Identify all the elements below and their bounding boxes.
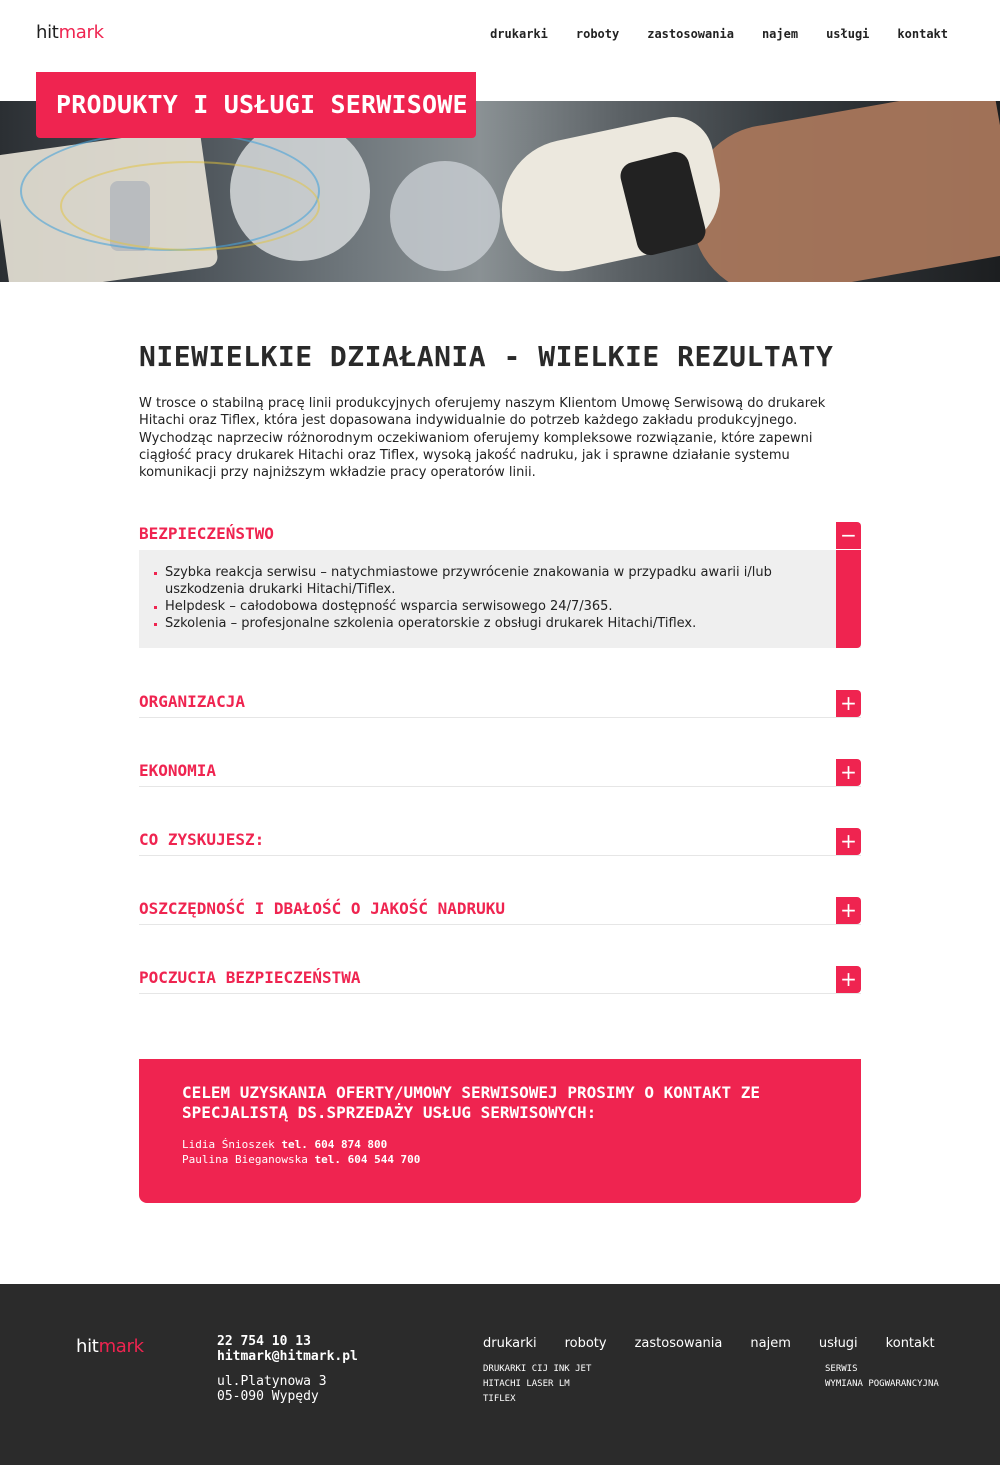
nav-roboty[interactable]: roboty <box>575 27 620 41</box>
minus-icon[interactable]: − <box>836 522 861 549</box>
accordion-title: CO ZYSKUJESZ: <box>139 830 265 849</box>
footer-address-line: ul.Platynowa 3 <box>217 1374 327 1389</box>
plus-icon[interactable]: + <box>836 690 861 717</box>
accordion-header[interactable] <box>139 522 861 550</box>
accordion-header[interactable] <box>139 759 861 787</box>
hero-title-badge: PRODUKTY I USŁUGI SERWISOWE <box>36 72 476 138</box>
accordion-title: ORGANIZACJA <box>139 692 245 711</box>
site-footer <box>0 1284 1000 1465</box>
accordion-title: EKONOMIA <box>139 761 217 780</box>
page-title: NIEWIELKIE DZIAŁANIA - WIELKIE REZULTATY <box>139 340 834 373</box>
footer-nav-uslugi[interactable]: usługi <box>818 1336 858 1351</box>
contact-person <box>182 1137 818 1152</box>
contact-list <box>182 1137 818 1167</box>
accordion-item-poczucia-bezpieczenstwa <box>139 966 861 994</box>
footer-address <box>217 1374 358 1404</box>
main-nav <box>490 27 948 41</box>
contact-name: Lidia Śnioszek <box>182 1138 275 1151</box>
accordion-item-organizacja <box>139 690 861 718</box>
accordion-header[interactable] <box>139 966 861 994</box>
plus-icon[interactable]: + <box>836 759 861 786</box>
accordion-item-oszczednosc <box>139 897 861 925</box>
footer-sublink[interactable]: HITACHI LASER LM <box>483 1379 570 1389</box>
accordion-header[interactable] <box>139 690 861 718</box>
accordion-header[interactable] <box>139 828 861 856</box>
plus-icon[interactable]: + <box>836 966 861 993</box>
footer-services-links <box>825 1362 939 1392</box>
contact-person <box>182 1152 818 1167</box>
nav-kontakt[interactable]: kontakt <box>897 27 948 41</box>
footer-sublink[interactable]: TIFLEX <box>483 1394 516 1404</box>
accordion-panel <box>139 550 861 648</box>
hero-shape <box>678 101 1000 282</box>
footer-nav-kontakt[interactable]: kontakt <box>885 1336 935 1351</box>
site-logo[interactable]: hitmark <box>36 22 104 43</box>
footer-phone[interactable]: 22 754 10 13 <box>217 1334 311 1349</box>
hero-shape <box>390 161 500 271</box>
footer-nav <box>483 1336 935 1351</box>
list-item: Szkolenia – profesjonalne szkolenia operatorskie z obsługi drukarek Hitachi/Tiflex. <box>165 615 811 632</box>
contact-title: CELEM UZYSKANIA OFERTY/UMOWY SERWISOWEJ PROSIMY O KONTAKT ZE SPECJALISTĄ DS.SPRZEDAŻY USŁUG SERWISOWYCH: <box>182 1083 760 1122</box>
hero-shape <box>60 161 320 251</box>
plus-icon[interactable]: + <box>836 897 861 924</box>
feature-list <box>165 564 811 632</box>
accordion-title: POCZUCIA BEZPIECZEŃSTWA <box>139 968 361 987</box>
list-item: Szybka reakcja serwisu – natychmiastowe przywrócenie znakowania w przypadku awarii i/lub uszkodzenia drukarki Hitachi/Tiflex. <box>165 564 811 598</box>
footer-logo[interactable]: hitmark <box>76 1336 144 1357</box>
accordion-item-bezpieczenstwo <box>139 522 861 648</box>
footer-address-line: 05-090 Wypędy <box>217 1389 319 1404</box>
contact-name: Paulina Bieganowska <box>182 1153 308 1166</box>
footer-sublink[interactable]: DRUKARKI CIJ INK JET <box>483 1364 592 1374</box>
footer-nav-drukarki[interactable]: drukarki <box>483 1336 537 1351</box>
footer-sublink[interactable]: SERWIS <box>825 1364 858 1374</box>
footer-sublink[interactable]: WYMIANA POGWARANCYJNA <box>825 1379 939 1389</box>
nav-uslugi[interactable]: usługi <box>826 27 870 41</box>
accordion-title: BEZPIECZEŃSTWO <box>139 524 274 543</box>
footer-email[interactable]: hitmark@hitmark.pl <box>217 1349 358 1364</box>
contact-box <box>139 1059 861 1203</box>
contact-phone[interactable]: tel. 604 544 700 <box>314 1153 421 1166</box>
accordion-item-co-zyskujesz <box>139 828 861 856</box>
footer-nav-roboty[interactable]: roboty <box>564 1336 607 1351</box>
nav-zastosowania[interactable]: zastosowania <box>647 27 734 41</box>
accordion-item-ekonomia <box>139 759 861 787</box>
site-header <box>0 0 1000 68</box>
accordion-header[interactable] <box>139 897 861 925</box>
footer-printers-links <box>483 1362 591 1407</box>
footer-contact <box>217 1334 358 1404</box>
list-item: Helpdesk – całodobowa dostępność wsparcia serwisowego 24/7/365. <box>165 598 811 615</box>
nav-najem[interactable]: najem <box>761 27 799 41</box>
nav-drukarki[interactable]: drukarki <box>490 27 548 41</box>
footer-nav-najem[interactable]: najem <box>750 1336 791 1351</box>
contact-phone[interactable]: tel. 604 874 800 <box>281 1138 388 1151</box>
accordion-title: OSZCZĘDNOŚĆ I DBAŁOŚĆ O JAKOŚĆ NADRUKU <box>139 899 506 918</box>
plus-icon[interactable]: + <box>836 828 861 855</box>
intro-paragraph: W trosce o stabilną pracę linii produkcyjnych oferujemy naszym Klientom Umowę Serwisową do drukarek Hitachi oraz Tiflex, która jest dopasowana indywidualnie do potrzeb każdego zakładu produkcyjnego. Wychodząc naprzeciw różnorodnym oczekiwaniom oferujemy kompleksowe rozwiązanie, które zapewni ciągłość pracy drukarek Hitachi oraz Tiflex, wysoką jakość nadruku, jak i sprawne działanie systemu komunikacji przy najniższym wkładzie pracy operatorów linii. <box>139 396 826 481</box>
footer-nav-zastosowania[interactable]: zastosowania <box>634 1336 723 1351</box>
